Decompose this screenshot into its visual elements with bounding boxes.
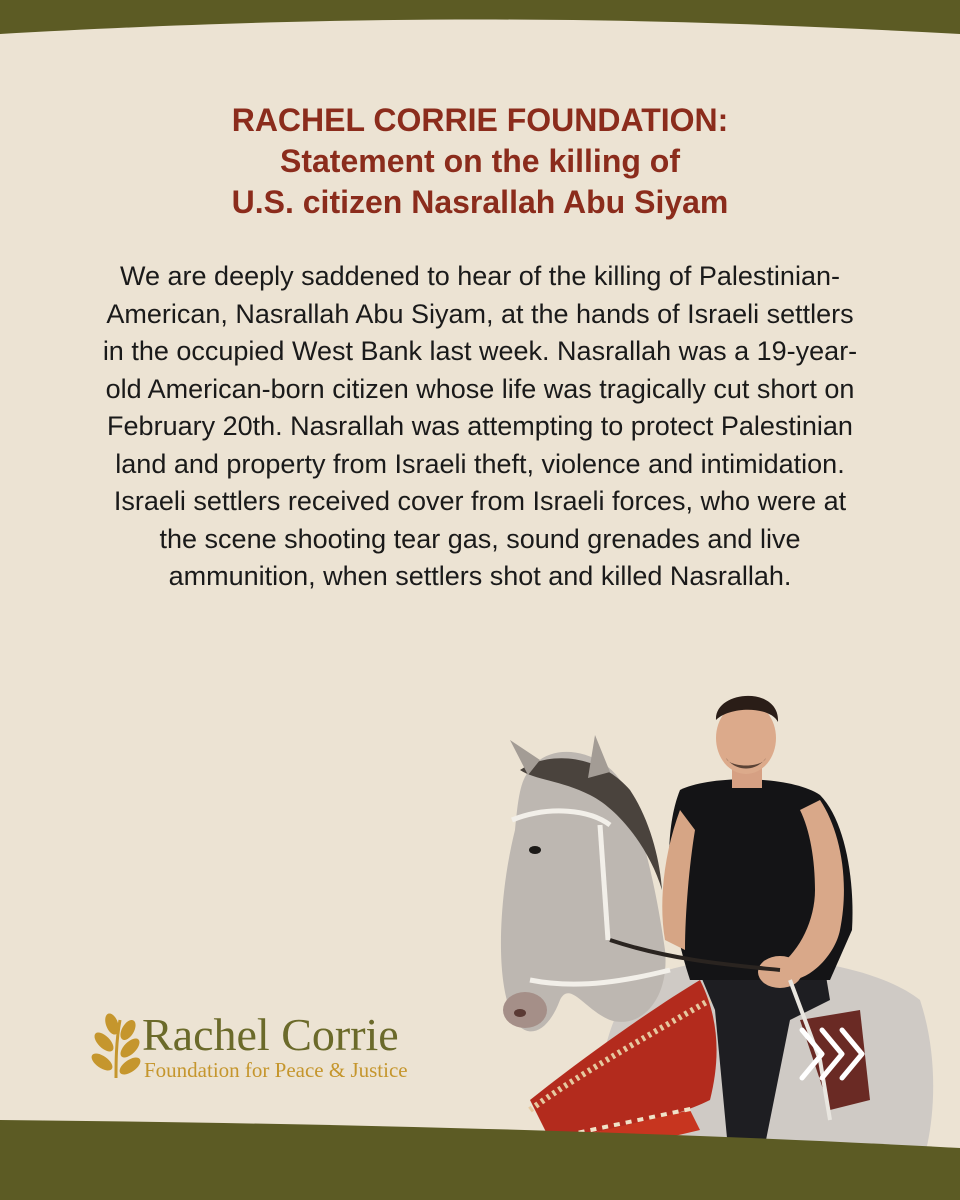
headline-line-3: U.S. citizen Nasrallah Abu Siyam (231, 184, 729, 220)
headline-line-2: Statement on the killing of (279, 143, 680, 179)
olive-branch-icon (90, 1012, 142, 1080)
top-wave-band (0, 0, 960, 70)
logo-tagline: Foundation for Peace & Justice (144, 1058, 408, 1082)
foundation-logo (90, 1010, 450, 1080)
horse-rider-photo (490, 680, 940, 1170)
logo-name: Rachel Corrie (142, 1009, 399, 1060)
chevron-triple-right-icon[interactable] (796, 1022, 870, 1086)
bottom-wave-band (0, 1120, 960, 1200)
headline-line-1: RACHEL CORRIE FOUNDATION: (231, 102, 729, 138)
statement-body: We are deeply saddened to hear of the killing of Palestinian-American, Nasrallah Abu Siyam, at the hands of Israeli settlers in the occupied West Bank last week. Nasrallah was a 19-year-old American-born citizen whose life was tragically cut short on February 20th. Nasrallah was attempting to protect Palestinian land and property from Israeli theft, violence and intimidation. Israeli settlers received cover from Israeli forces, who were at the scene shooting tear gas, sound grenades and live ammunition, when settlers shot and killed Nasrallah. (102, 261, 858, 591)
headline (0, 100, 960, 223)
